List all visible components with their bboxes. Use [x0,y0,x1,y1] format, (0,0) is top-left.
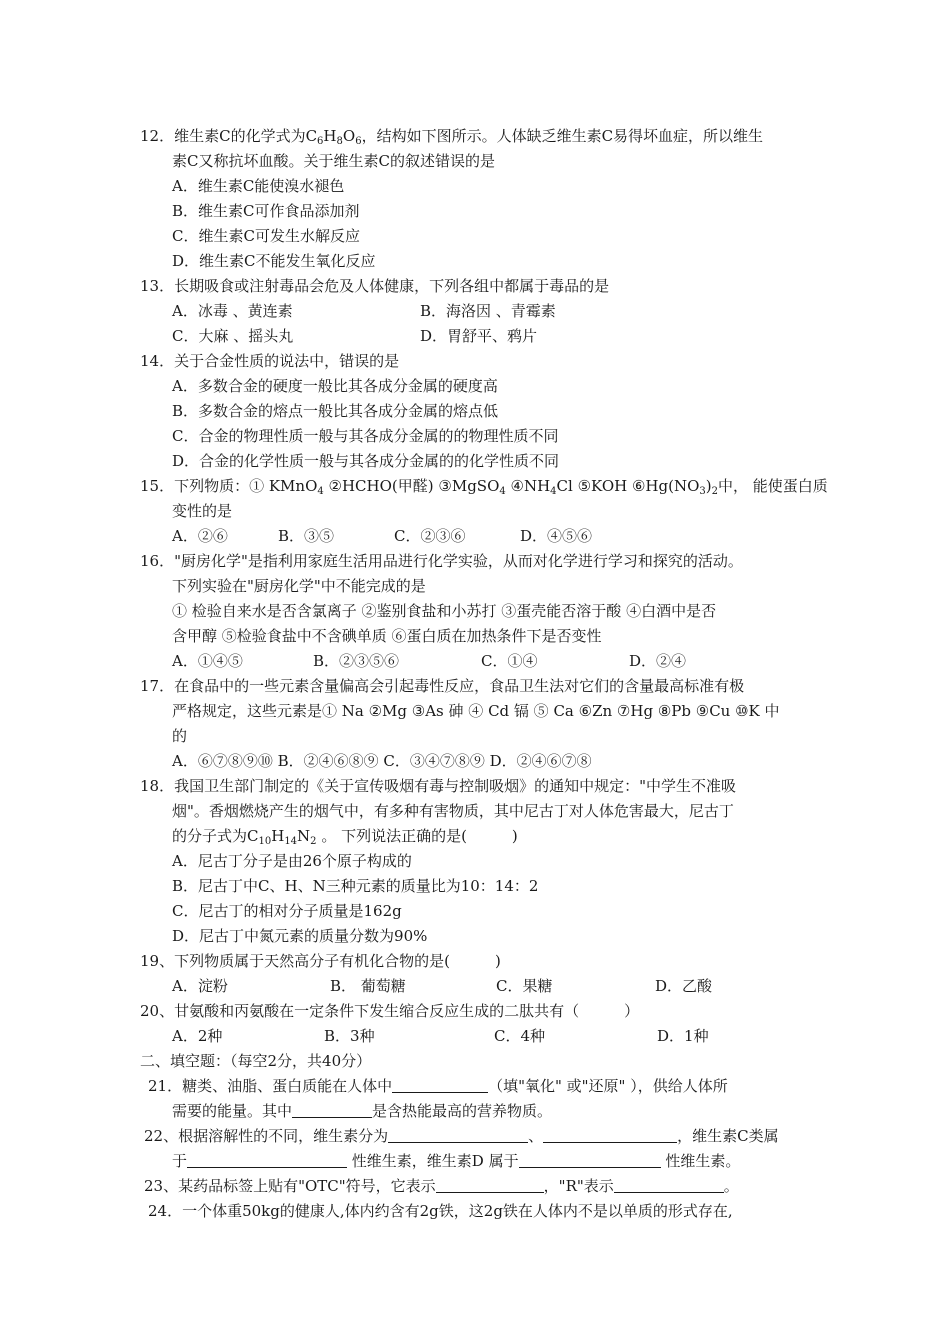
q16-option-a: A．①④⑤ [172,652,243,670]
q16-option-b: B．②③⑤⑥ [313,652,400,670]
q17-options: A．⑥⑦⑧⑨⑩ B．②④⑥⑧⑨ C．③④⑦⑧⑨ D．②④⑥⑦⑧ [172,752,592,770]
q13-option-c: C．大麻 、摇头丸 [172,327,294,345]
q12-option-a: A．维生素C能使溴水褪色 [172,177,345,195]
q12-option-d: D．维生素C不能发生氧化反应 [172,252,376,270]
q20-stem: 20、甘氨酸和丙氨酸在一定条件下发生缩合反应生成的二肽共有（ ） [140,1002,640,1020]
q16-option-c: C．①④ [481,652,538,670]
q15-option-b: B．③⑤ [278,527,335,545]
q16-line3: ① 检验自来水是否含氯离子 ②鉴别食盐和小苏打 ③蛋壳能否溶于酸 ④白酒中是否 [172,602,717,620]
q22-blank-3[interactable] [187,1151,347,1168]
q14-stem: 14．关于合金性质的说法中，错误的是 [140,352,400,370]
q15-option-d: D．④⑤⑥ [520,527,593,545]
q13-stem: 13．长期吸食或注射毒品会危及人体健康，下列各组中都属于毒品的是 [140,277,610,295]
q21-line1: 21．糖类、油脂、蛋白质能在人体中 （填"氧化" 或"还原" ），供给人体所 [148,1077,728,1095]
q12-option-b: B．维生素C可作食品添加剂 [172,202,360,220]
q23-blank-1[interactable] [436,1176,544,1193]
q15-option-c: C．②③⑥ [394,527,466,545]
q13-option-a: A．冰毒 、黄连素 [172,302,293,320]
q15-line1: 15．下列物质：① KMnO$_4$ ②HCHO(甲醛) ③MgSO$_4$ $④NH_4Cl$ ⑤KOH $⑥Hg(NO_3)_2$中， 能使蛋白质 [140,477,828,497]
q22-line1: 22、根据溶解性的不同，维生素分为 、 ，维生素C类属 [144,1127,779,1145]
q14-option-c: C．合金的物理性质一般与其各成分金属的的物理性质不同 [172,427,559,445]
q16-line2: 下列实验在"厨房化学"中不能完成的是 [172,577,426,595]
q13-option-d: D．胃舒平、鸦片 [420,327,538,345]
q13-option-b: B．海洛因 、青霉素 [420,302,556,320]
q19-option-c: C．果糖 [496,977,553,995]
q14-option-a: A．多数合金的硬度一般比其各成分金属的硬度高 [172,377,498,395]
q20-option-b: B．3种 [324,1027,375,1045]
q18-line3: 的分子式为$C_{10}H_{14}N_2$ 。 下列说法正确的是( ) [172,827,518,847]
q23-line: 23、某药品标签上贴有"OTC"符号，它表示 ，"R"表示 。 [144,1177,739,1195]
q14-option-b: B．多数合金的熔点一般比其各成分金属的熔点低 [172,402,499,420]
q12-option-c: C．维生素C可发生水解反应 [172,227,360,245]
q20-option-d: D．1种 [657,1027,709,1045]
q22-blank-4[interactable] [519,1151,661,1168]
q19-option-d: D．乙酸 [655,977,713,995]
q17-line1: 17．在食品中的一些元素含量偏高会引起毒性反应，食品卫生法对它们的含量最高标准有极 [140,677,745,695]
q14-option-d: D．合金的化学性质一般与其各成分金属的的化学性质不同 [172,452,560,470]
q22-blank-2[interactable] [543,1126,677,1143]
section-heading: 二、填空题：（每空2分，共40分） [140,1052,372,1070]
q21-blank-1[interactable] [392,1076,488,1093]
q21-blank-2[interactable] [292,1101,372,1118]
q19-stem: 19、下列物质属于天然高分子有机化合物的是( ) [140,952,501,970]
q18-option-d: D．尼古丁中氮元素的质量分数为90% [172,927,428,945]
q24-line: 24．一个体重50kg的健康人,体内约含有2g铁，这2g铁在人体内不是以单质的形式存在, [148,1202,733,1220]
q20-option-c: C．4种 [494,1027,546,1045]
q16-line4: 含甲醇 ⑤检验食盐中不含碘单质 ⑥蛋白质在加热条件下是否变性 [172,627,602,645]
q21-line2: 需要的能量。其中 是含热能最高的营养物质。 [172,1102,553,1120]
q17-line3: 的 [172,727,188,745]
q16-option-d: D．②④ [629,652,687,670]
q20-option-a: A．2种 [172,1027,223,1045]
q19-option-a: A．淀粉 [172,977,228,995]
q18-option-c: C．尼古丁的相对分子质量是162g [172,902,402,920]
q18-option-b: B．尼古丁中C、H、N三种元素的质量比为10：14：2 [172,877,539,895]
q12-line1: 12．维生素C的化学式为$C_6H_8O_6$，结构如下图所示。人体缺乏维生素C易得坏血症，所以维生 [140,127,764,147]
q19-option-b: B． 葡萄糖 [330,977,406,995]
q15-line2: 变性的是 [172,502,233,520]
q22-line2: 于 性维生素，维生素D 属于 性维生素。 [172,1152,741,1170]
q16-line1: 16．"厨房化学"是指利用家庭生活用品进行化学实验，从而对化学进行学习和探究的活动。 [140,552,743,570]
q12-line2: 素C又称抗坏血酸。关于维生素C的叙述错误的是 [172,152,495,170]
q18-line2: 烟"。香烟燃烧产生的烟气中，有多种有害物质，其中尼古丁对人体危害最大，尼古丁 [172,802,734,820]
q22-blank-1[interactable] [388,1126,528,1143]
q23-blank-2[interactable] [614,1176,724,1193]
q17-line2: 严格规定，这些元素是① Na ②Mg ③As 砷 ④ Cd 镉 ⑤ Ca ⑥Zn ⑦Hg ⑧Pb ⑨Cu ⑩K 中 [172,702,780,720]
q15-option-a: A．②⑥ [172,527,228,545]
q18-option-a: A．尼古丁分子是由26个原子构成的 [172,852,412,870]
q18-line1: 18．我国卫生部门制定的《关于宣传吸烟有毒与控制吸烟》的通知中规定："中学生不准吸 [140,777,736,795]
